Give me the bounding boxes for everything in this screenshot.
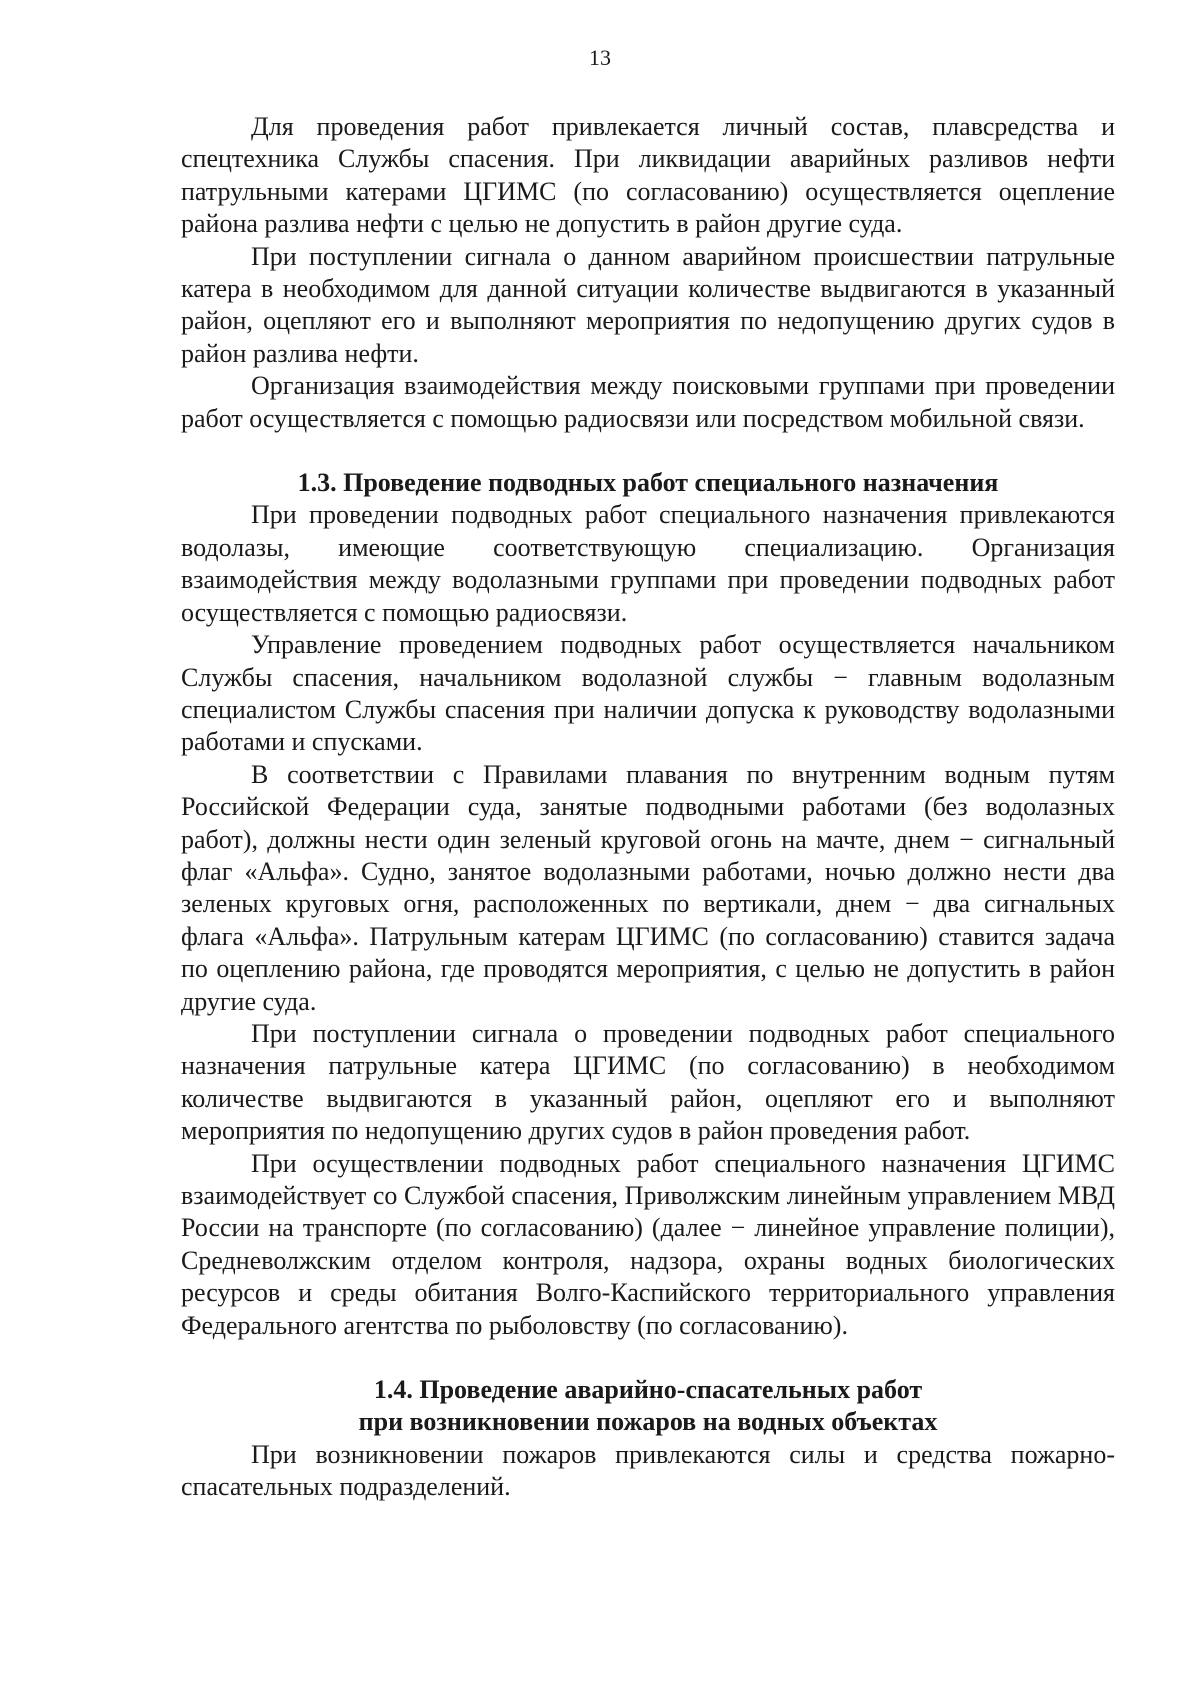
paragraph: При осуществлении подводных работ специального назначения ЦГИМС взаимодействует со Службой спасения, Приволжским линейным управлением МВД России на транспорте (по согласованию) (далее − линейное управление полиции), Средневолжским отделом контроля, надзора, охраны водных биологических ресурсов и среды обитания Волго-Каспийского территориального управления Федерального агентства по рыболовству (по согласованию). <box>181 1148 1115 1340</box>
paragraph: Управление проведением подводных работ осуществляется начальником Службы спасения, начальником водолазной службы − главным водолазным специалистом Службы спасения при наличии допуска к руководству водолазными работами и спусками. <box>181 630 1115 757</box>
page-number: 13 <box>589 45 611 70</box>
section-heading-1-4-line1: 1.4. Проведение аварийно-спасательных работ <box>373 1375 923 1405</box>
paragraph: Для проведения работ привлекается личный состав, плавсредства и спецтехника Службы спасения. При ликвидации аварийных разливов нефти патрульными катерами ЦГИМС (по согласованию) осуществляется оцепление района разлива нефти с целью не допустить в район другие суда. <box>181 112 1115 239</box>
document-body <box>181 111 1115 1504</box>
paragraph: Организация взаимодействия между поисковыми группами при проведении работ осуществляется с помощью радиосвязи или посредством мобильной связи. <box>181 371 1115 433</box>
paragraph: При поступлении сигнала о данном аварийном происшествии патрульные катера в необходимом для данной ситуации количестве выдвигаются в указанный район, оцепляют его и выполняют мероприятия по недопущению других судов в район разлива нефти. <box>181 241 1115 368</box>
paragraph: При возникновении пожаров привлекаются силы и средства пожарно-спасательных подразделений. <box>181 1439 1115 1502</box>
section-heading-1-4-line2: при возникновении пожаров на водных объектах <box>358 1407 938 1437</box>
paragraph: При проведении подводных работ специального назначения привлекаются водолазы, имеющие соответствующую специализацию. Организация взаимодействия между водолазными группами при проведении подводных работ осуществляется с помощью радиосвязи. <box>181 500 1115 627</box>
paragraph: При поступлении сигнала о проведении подводных работ специального назначения патрульные катера ЦГИМС (по согласованию) в необходимом количестве выдвигаются в указанный район, оцепляют его и выполняют мероприятия по недопущению других судов в район проведения работ. <box>181 1018 1115 1146</box>
section-spacer <box>181 435 1115 467</box>
paragraph: В соответствии с Правилами плавания по внутренним водным путям Российской Федерации суда, занятые подводными работами (без водолазных работ), должны нести один зеленый круговой огонь на мачте, днем − сигнальный флаг «Альфа». Судно, занятое водолазными работами, ночью должно нести два зеленых круговых огня, расположенных по вертикали, днем − два сигнальных флага «Альфа». Патрульным катерам ЦГИМС (по согласованию) ставится задача по оцеплению района, где проводятся мероприятия, с целью не допустить в район другие суда. <box>181 759 1115 1016</box>
section-heading-1-3: 1.3. Проведение подводных работ специального назначения <box>297 468 999 498</box>
section-spacer <box>181 1342 1115 1374</box>
